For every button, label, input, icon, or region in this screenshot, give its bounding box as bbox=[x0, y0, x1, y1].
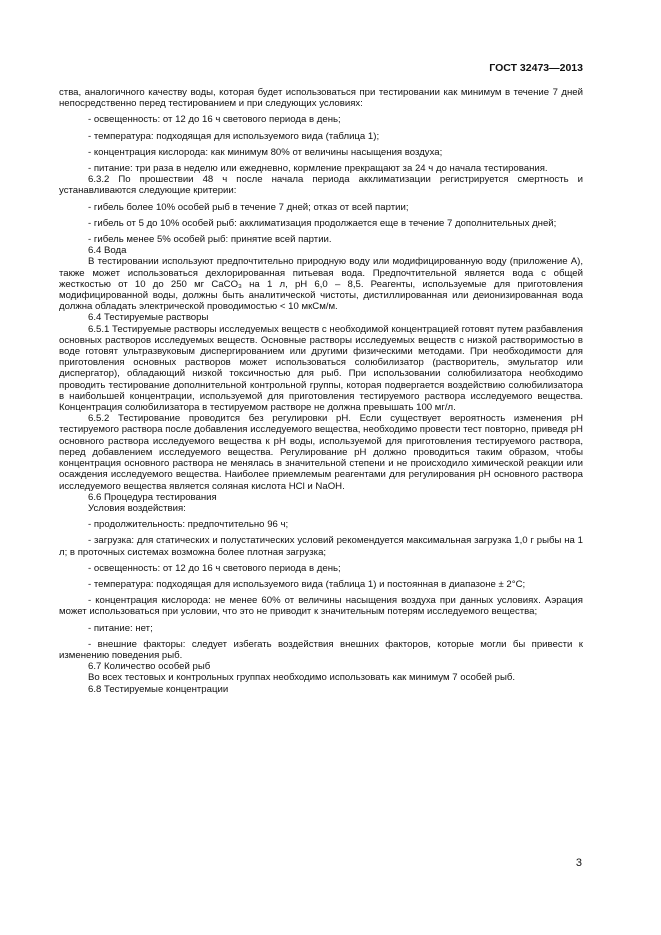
paragraph: 6.5.2 Тестирование проводится без регулировки pH. Если существует вероятность изменения pH тестируемого раствора после добавления исследуемого вещества, необходимо провести тест повторно, приведя pH основного раствора исследуемого вещества к pH воды, используемой для приготовления тестируемого раствора, перед добавлением исследуемого вещества. Регулирование pH должно проводиться таким образом, чтобы концентрация основного раствора не менялась в значительной степени и не происходило химической реакции или осаждения исследуемого вещества. Наиболее приемлемым реагентами для регулирования pH основного раствора исследуемого вещества является соляная кислота HCl и NaOH. bbox=[59, 413, 583, 492]
paragraph: 6.5.1 Тестируемые растворы исследуемых веществ с необходимой концентрацией готовят путем разбавления основных растворов исследуемых веществ. Основные растворы исследуемых веществ с низкой растворимостью в воде готовят ультразвуковым диспергированием или другими физическими методами. При необходимости для приготовления основных растворов может использоваться солюбилизатор (растворитель, эмульгатор или диспергатор), обладающий низкой токсичностью для рыб. При использовании солюбилизатора необходимо проводить тестирование дополнительной контрольной группы, которая подвергается воздействию солюбилизатора в наибольшей концентрации, используемой для приготовления тестируемого раствора исследуемого вещества. Концентрация солюбилизатора в тестируемом растворе не должна превышать 100 мг/л. bbox=[59, 323, 583, 414]
paragraph: В тестировании используют предпочтительно природную воду или модифицированную воду (приложение А), также может использоваться дехлорированная питьевая вода. Предпочтительной является вода с общей жесткостью от 10 до 250 мг CaCO₃ на 1 л, pH 6,0 – 8,5. Реагенты, используемые для приготовления модифицированной воды, должны быть аналитической чистоты, дистиллированная или деионизированная вода должна обладать электрической проводимостью < 10 мкСм/м. bbox=[59, 256, 583, 313]
section-heading: 6.4 Вода bbox=[88, 245, 127, 257]
section-heading: 6.7 Количество особей рыб bbox=[88, 661, 211, 673]
list-item: - загрузка: для статических и полустатических условий рекомендуется максимальная загрузка 1,0 г рыбы на 1 л; в проточных системах возможна более плотная загрузка; bbox=[59, 535, 583, 558]
section-heading: 6.8 Тестируемые концентрации bbox=[88, 683, 229, 695]
list-item: - температура: подходящая для используемого вида (таблица 1); bbox=[88, 130, 380, 142]
list-item: - гибель более 10% особей рыб в течение 7 дней; отказ от всей партии; bbox=[88, 201, 409, 213]
list-item: - питание: три раза в неделю или ежедневно, кормление прекращают за 24 ч до начала тестирования. bbox=[88, 163, 548, 175]
paragraph: 6.3.2 По прошествии 48 ч после начала периода акклиматизации регистрируется смертность и устанавливаются следующие критерии: bbox=[59, 174, 583, 197]
page-number: 3 bbox=[575, 857, 582, 869]
list-item: - освещенность: от 12 до 16 ч светового периода в день; bbox=[88, 562, 341, 574]
list-item: - освещенность: от 12 до 16 ч светового периода в день; bbox=[88, 114, 341, 126]
list-item: - температура: подходящая для используемого вида (таблица 1) и постоянная в диапазоне ± 2°C; bbox=[88, 578, 526, 590]
section-heading: 6.4 Тестируемые растворы bbox=[88, 312, 209, 324]
paragraph: ства, аналогичного качеству воды, которая будет использоваться при тестировании как минимум в течение 7 дней непосредственно перед тестированием и при следующих условиях: bbox=[59, 87, 583, 110]
list-item: - концентрация кислорода: как минимум 80% от величины насыщения воздуха; bbox=[88, 146, 443, 158]
document-body bbox=[59, 87, 583, 695]
paragraph: Условия воздействия: bbox=[88, 502, 186, 514]
paragraph: Во всех тестовых и контрольных группах необходимо использовать как минимум 7 особей рыб. bbox=[88, 672, 516, 684]
list-item: - гибель менее 5% особей рыб: принятие всей партии. bbox=[88, 234, 332, 246]
list-item: - продолжительность: предпочтительно 96 ч; bbox=[88, 519, 289, 531]
list-item: - гибель от 5 до 10% особей рыб: акклиматизация продолжается еще в течение 7 дополнительных дней; bbox=[88, 217, 557, 229]
document-header: ГОСТ 32473—2013 bbox=[489, 62, 583, 74]
list-item: - внешние факторы: следует избегать воздействия внешних факторов, которые могли бы привести к изменению поведения рыб. bbox=[59, 638, 583, 661]
list-item: - питание: нет; bbox=[88, 622, 153, 634]
section-heading: 6.6 Процедура тестирования bbox=[88, 491, 217, 503]
list-item: - концентрация кислорода: не менее 60% от величины насыщения воздуха при данных условиях. Аэрация может использоваться при условии, что это не приводит к значительным потерям исследуемого вещества; bbox=[59, 595, 583, 618]
